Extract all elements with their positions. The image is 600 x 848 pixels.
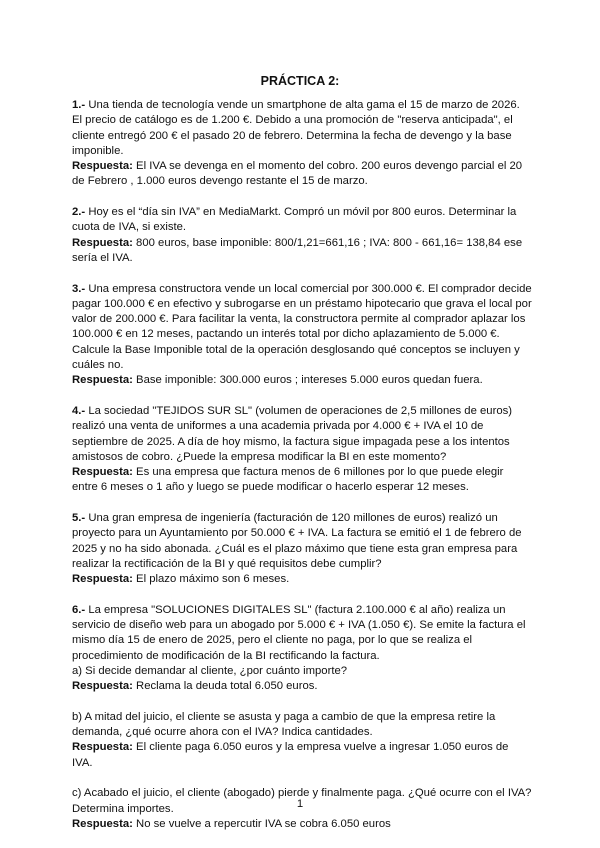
exercise-number: 2.- (72, 206, 86, 219)
answer-label: Respuesta: (72, 817, 133, 830)
answer-label: Respuesta: (72, 374, 133, 387)
exercise-number: 6.- (72, 603, 86, 616)
exercise-list (72, 98, 532, 848)
exercise-text: Una empresa constructora vende un local comercial por 300.000 €. El comprador decide pagar 100.000 € en efectivo y subrogarse en un préstamo hipotecario que grava el local por valor de 200.000 €. Para facilitar la venta, la constructora permite al comprador aplazar los 100.000 € en 12 meses, pactando un interés total por dicho aplazamiento de 5.000 €. Calcule la Base Imponible total de la operación desglosando qué conceptos se incluyen y cuáles no. (72, 282, 532, 372)
exercise-text: Hoy es el “día sin IVA” en MediaMarkt. Compró un móvil por 800 euros. Determinar la cuota de IVA, si existe. (72, 206, 517, 234)
exercise-text: La sociedad "TEJIDOS SUR SL" (volumen de operaciones de 2,5 millones de euros) realizó una venta de uniformes a una academia privada por 4.000 € + IVA el 10 de septiembre de 2025. A día de hoy mismo, la factura sigue impagada pese a los intentos amistosos de cobro. ¿Puede la empresa modificar la BI en este momento? (72, 404, 513, 463)
answer-text: El cliente paga 6.050 euros y la empresa vuelve a ingresar 1.050 euros de IVA. (72, 741, 509, 769)
exercise-text: Una tienda de tecnología vende un smartphone de alta gama el 15 de marzo de 2026. El precio de catálogo es de 1.200 €. Debido a una promoción de "reserva anticipada", el cliente entregó 200 € el pasado 20 de febrero. Determina la fecha de devengo y la base imponible. (72, 99, 520, 157)
answer-label: Respuesta: (72, 236, 133, 249)
exercise-number: 3.- (72, 282, 86, 295)
exercise-1 (72, 98, 532, 190)
exercise-text: La empresa "SOLUCIONES DIGITALES SL" (factura 2.100.000 € al año) realiza un servicio de diseño web para un abogado por 5.000 € + IVA (1.050 €). Se emite la factura el mismo día 15 de enero de 2025, pero el cliente no paga, por lo que se realiza el procedimiento de modificación de la BI rectificando la factura. (72, 603, 526, 662)
exercise-3 (72, 282, 532, 389)
exercise-number: 4.- (72, 404, 86, 417)
answer-text: Base imponible: 300.000 euros ; intereses 5.000 euros quedan fuera. (132, 374, 483, 387)
page-number: 1 (296, 798, 304, 810)
answer-text: 800 euros, base imponible: 800/1,21=661,16 ; IVA: 800 - 661,16= 138,84 ese sería el IVA. (72, 236, 523, 264)
exercise-5 (72, 511, 532, 587)
exercise-2 (72, 205, 532, 266)
answer-text: No se vuelve a repercutir IVA se cobra 6.050 euros (132, 817, 391, 830)
exercise-text: Una gran empresa de ingeniería (facturación de 120 millones de euros) realizó un proyecto para un Ayuntamiento por 50.000 € + IVA. La factura se emitió el 1 de febrero de 2025 y no ha sido abonada. ¿Cuál es el plazo máximo que tiene esta gran empresa para realizar la rectificación de la BI y qué requisitos debe cumplir? (72, 512, 522, 570)
exercise-number: 1.- (72, 99, 86, 111)
answer-label: Respuesta: (72, 573, 133, 586)
answer-text: Es una empresa que factura menos de 6 millones por lo que puede elegir entre 6 meses o 1 año y luego se puede modificar o hacerlo esperar 12 meses. (72, 466, 504, 494)
answer-text: Reclama la deuda total 6.050 euros. (132, 680, 318, 693)
page-title: PRÁCTICA 2: (260, 74, 340, 88)
answer-text: El IVA se devenga en el momento del cobro. 200 euros devengo parcial el 20 de Febrero , 1.000 euros devengo restante el 15 de marzo. (72, 160, 523, 188)
subquestion-c: c) Acabado el juicio, el cliente (abogado) pierde y finalmente paga. ¿Qué ocurre con el IVA? Determina importes. (72, 787, 532, 815)
subquestion-a: a) Si decide demandar al cliente, ¿por cuánto importe? (72, 664, 348, 677)
exercise-6b (72, 710, 532, 771)
exercise-4 (72, 404, 532, 496)
answer-label: Respuesta: (72, 160, 133, 173)
subquestion-b: b) A mitad del juicio, el cliente se asusta y paga a cambio de que la empresa retire la demanda, ¿qué ocurre ahora con el IVA? Indica cantidades. (72, 710, 496, 739)
answer-text: El plazo máximo son 6 meses. (132, 573, 290, 586)
exercise-number: 5.- (72, 512, 86, 525)
answer-label: Respuesta: (72, 741, 133, 754)
answer-label: Respuesta: (72, 466, 133, 479)
answer-label: Respuesta: (72, 680, 133, 693)
exercise-6 (72, 603, 532, 695)
